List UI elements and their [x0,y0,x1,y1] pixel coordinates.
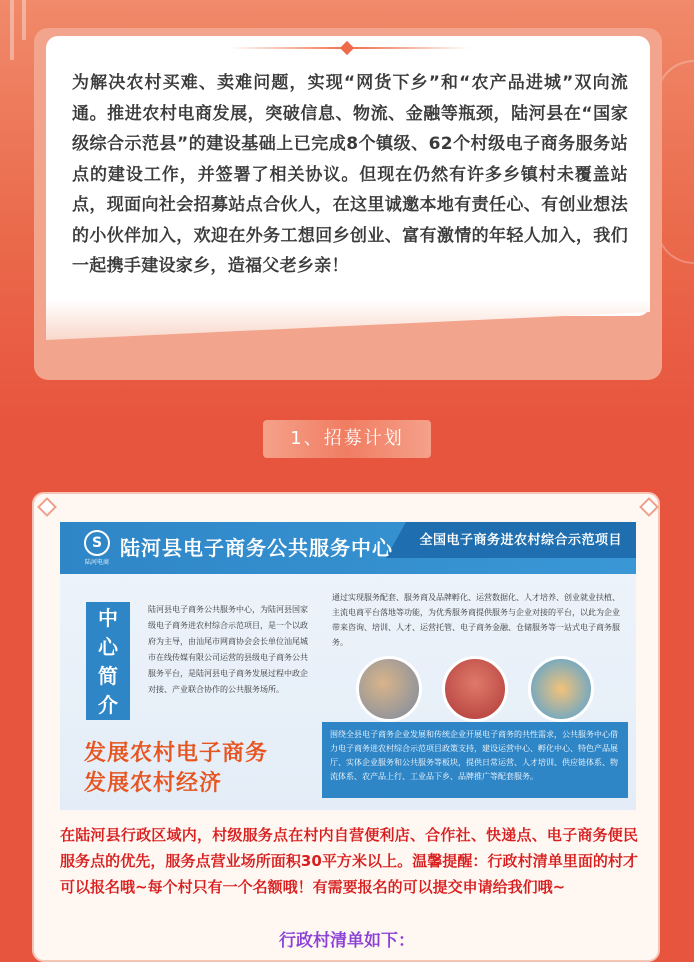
intro-paragraph: 为解决农村买难、卖难问题，实现“网货下乡”和“农产品进城”双向流通。推进农村电商发展，突破信息、物流、金融等瓶颈，陆河县在“国家级综合示范县”的建设基础上已完成8个镇级、62个村级电子商务服务站点的建设工作，并签署了相关协议。但现在仍然有许多乡镇村未覆盖站点，现面向社会招募站点合伙人，在这里诚邀本地有责任心、有创业想法的小伙伴加入，欢迎在外务工想回乡创业、富有激情的年轻人加入，我们一起携手建设家乡，造福父老乡亲！ [72,73,628,276]
promo-line-2: 发展农村经济 [84,771,223,796]
logo-icon: S [84,530,110,556]
service-description-top: 通过实现服务配套、服务商及品牌孵化、运营数据化、人才培养、创业就业扶植、主流电商平台落地等功能，为优秀服务商提供服务与企业对接的平台，以此为企业带来咨询、培训、人才、运营托管、电子商务金融、仓储服务等一站式电子商务服务。 [332,593,620,647]
training-photo [442,656,508,722]
logistics-photo [528,656,594,722]
service-description-bottom: 围绕全县电子商务企业发展和传统企业开展电子商务的共性需求，公共服务中心借力电子商务进农村综合示范项目政策支持，建设运营中心、孵化中心、特色产品展厅、实体企业服务和公共服务等板块，提供日常运营、人才培训、供应链体系、物流体系、农产品上行、工业品下乡、品牌推广等配套服务。 [322,722,628,798]
promo-line-1: 发展农村电子商务 [84,741,269,766]
banner-slogan: 全国电子商务进农村综合示范项目 [419,533,622,548]
recruitment-rules-text: 在陆河县行政区域内，村级服务点在村内自营便利店、合作社、快递点、电子商务便民服务点的优先，服务点营业场所面积30平方米以上。温馨提醒：行政村清单里面的村才可以报名哦~每个村只有一个名额哦！有需要报名的可以提交申请给我们哦~ [60,826,638,896]
logo-caption: 陆河电商 [84,559,109,566]
service-center-banner [60,522,636,810]
banner-title: 陆河县电子商务公共服务中心 [120,536,393,560]
center-intro-badge [86,602,130,720]
office-photo [356,656,422,722]
logo [82,530,112,566]
badge-text: 中心简介 [98,606,118,717]
village-list-title: 行政村清单如下： [279,931,415,951]
center-intro-text: 陆河县电子商务公共服务中心，为陆河县国家级电子商务进农村综合示范项目，是一个以政府为主导，由汕尾市网商协会会长单位汕尾城市在线传媒有限公司运营的县级电子商务公共服务平台，是陆河县电子商务发展过程中政企对接、产业联合协作的公共服务场所。 [148,605,308,694]
section-tab-recruitment-plan: 1、招募计划 [263,420,431,458]
